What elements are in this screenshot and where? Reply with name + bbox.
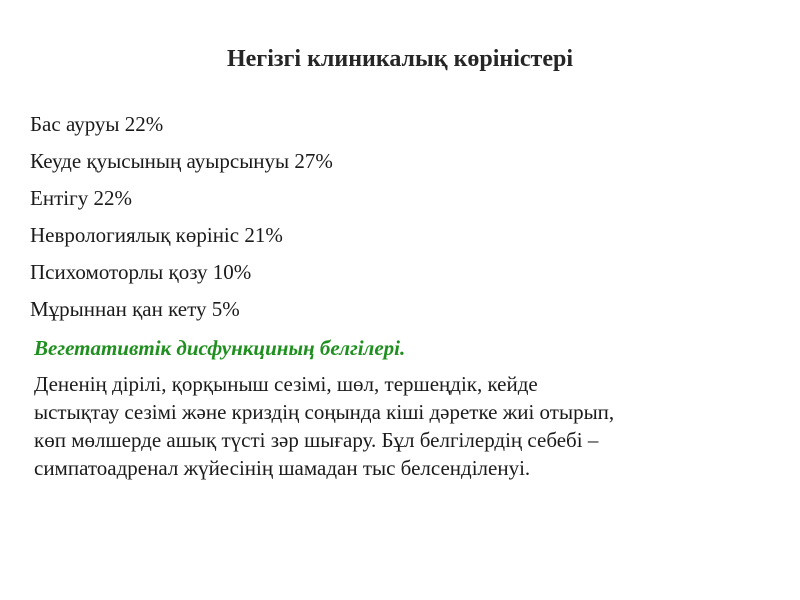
symptom-item-headache: Бас ауруы 22% — [30, 112, 164, 136]
symptom-item-chest-pain: Кеуде қуысының ауырсынуы 27% — [30, 149, 333, 173]
slide-title: Негізгі клиникалық көріністері — [226, 46, 574, 72]
symptom-item-psychomotor: Психомоторлы қозу 10% — [30, 260, 252, 284]
symptom-item-dyspnea: Ентігу 22% — [30, 186, 132, 210]
section-heading: Вегетативтік дисфункциның белгілері. — [34, 336, 406, 360]
paragraph-line: ыстықтау сезімі және криздің соңында кіші дәретке жиі отырып, — [34, 400, 615, 424]
description-paragraph — [34, 370, 764, 482]
symptom-item-neurological: Неврологиялық көрініс 21% — [30, 223, 283, 247]
paragraph-line: Дененің дірілі, қорқыныш сезімі, шөл, тершеңдік, кейде — [34, 372, 538, 396]
paragraph-line: көп мөлшерде ашық түсті зәр шығару. Бұл белгілердің себебі – — [34, 428, 599, 452]
symptom-item-nosebleed: Мұрыннан қан кету 5% — [30, 297, 240, 321]
paragraph-line: симпатоадренал жүйесінің шамадан тыс белсенділенуі. — [34, 456, 531, 480]
